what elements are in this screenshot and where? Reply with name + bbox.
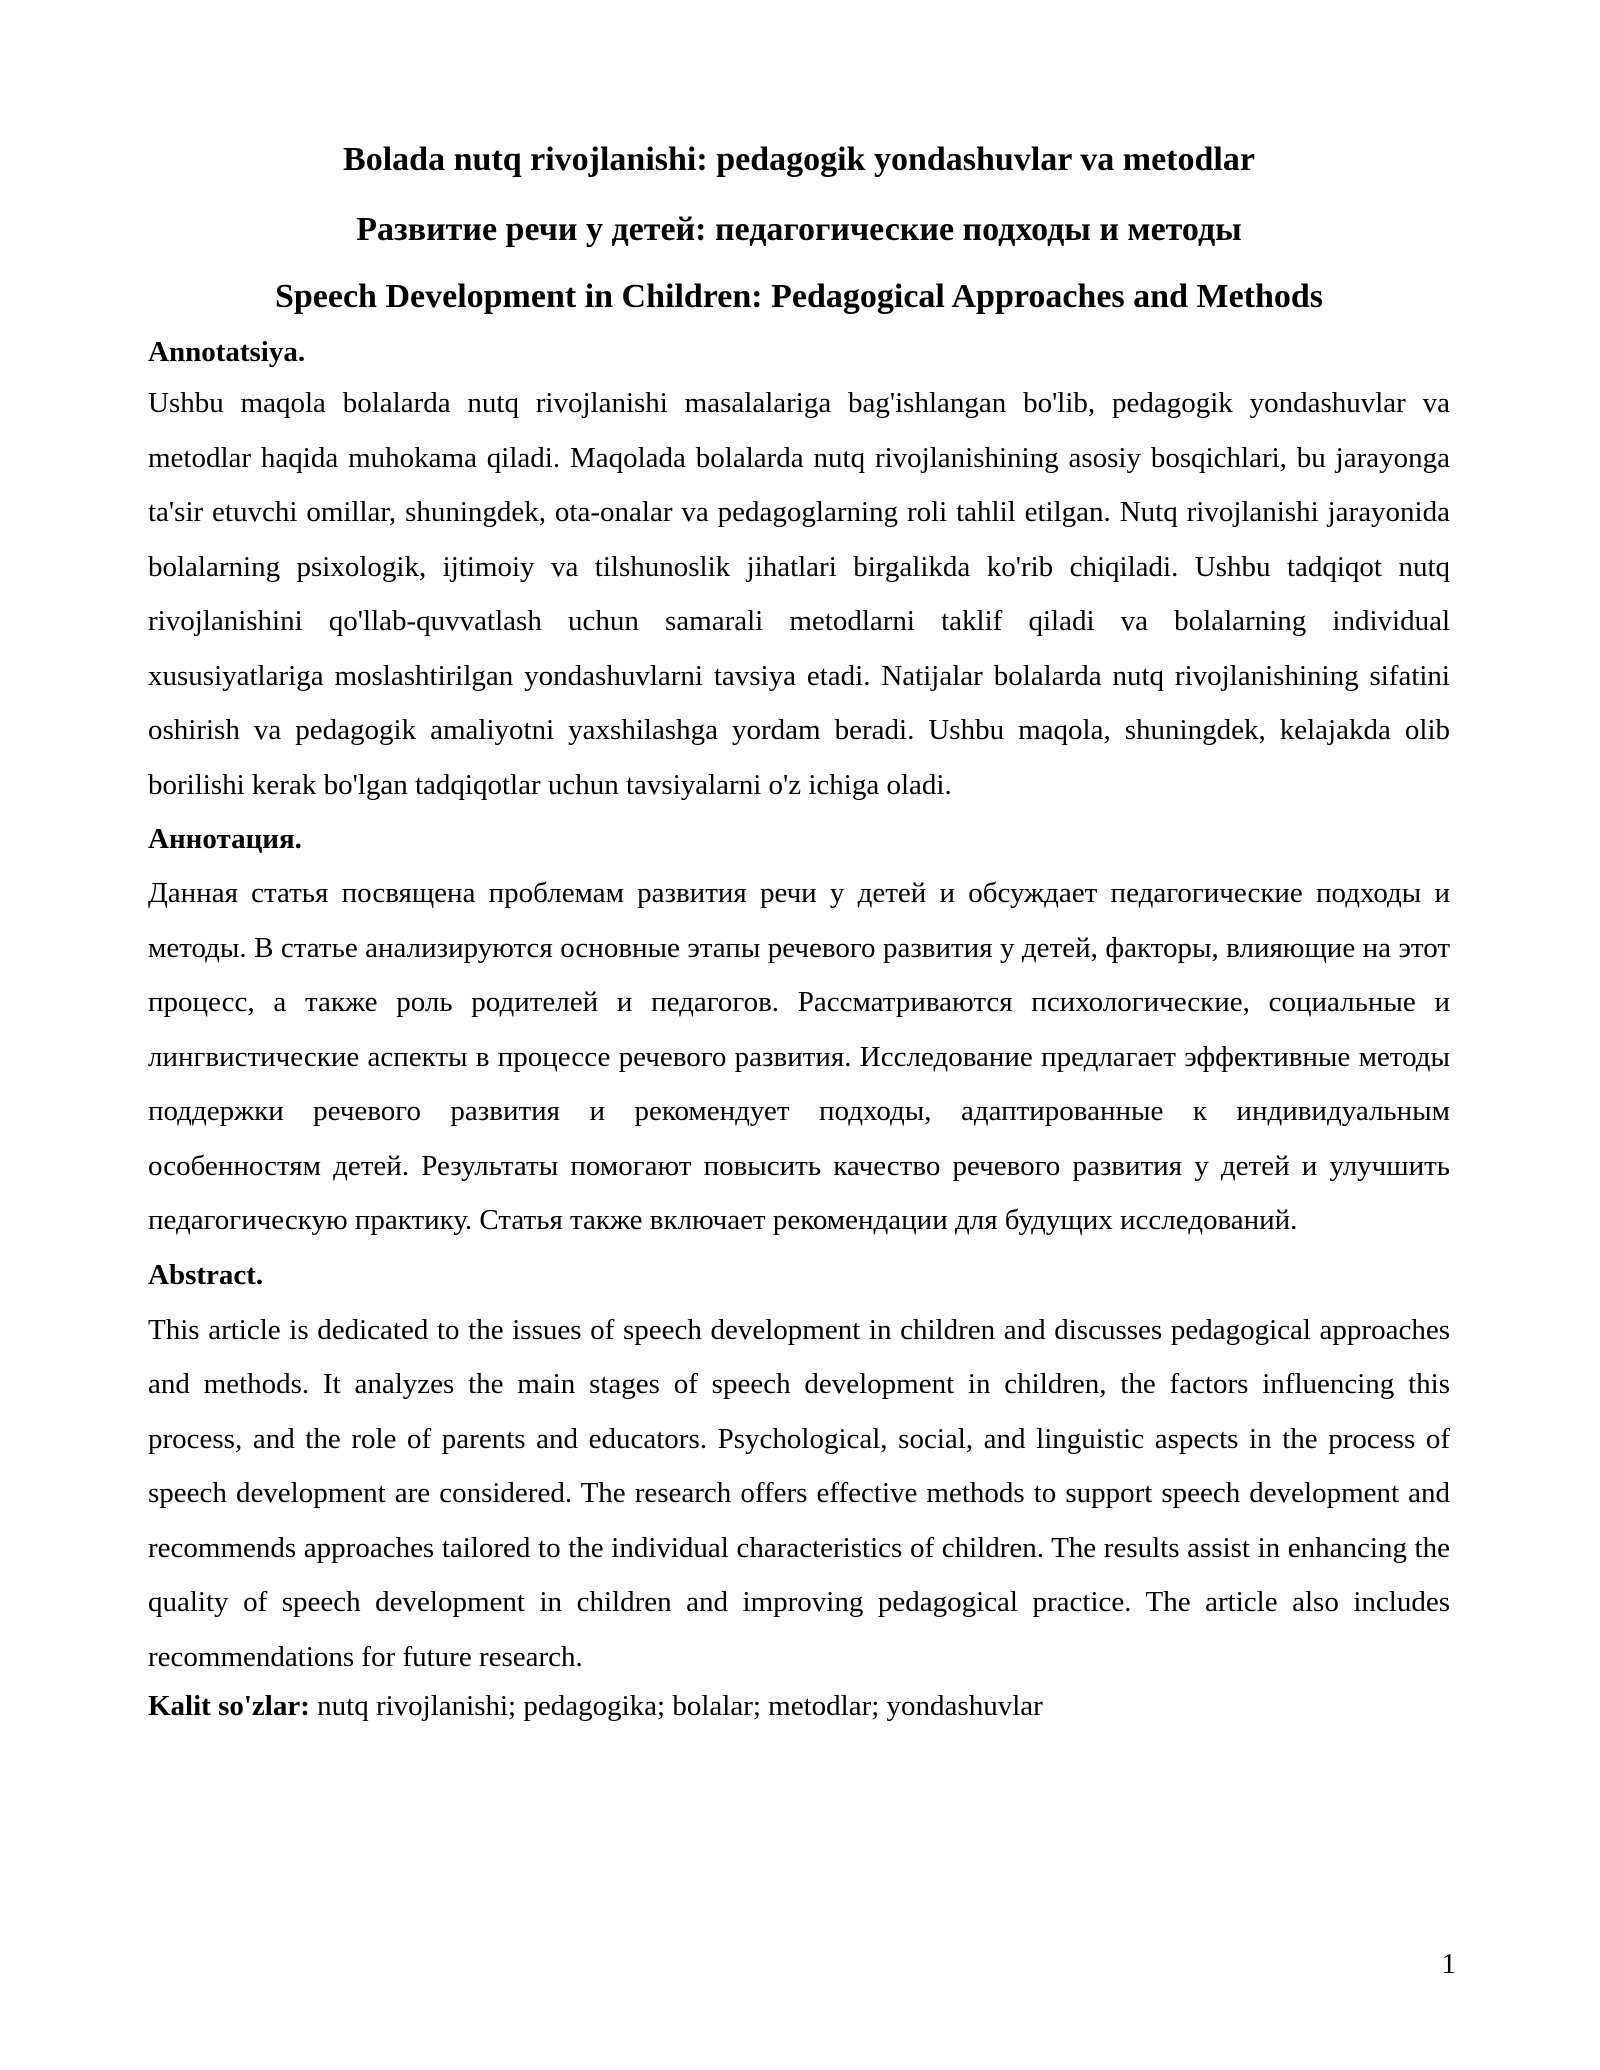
keywords-text: nutq rivojlanishi; pedagogika; bolalar; metodlar; yondashuvlar: [309, 1690, 1043, 1722]
keywords-label: Kalit so'zlar:: [148, 1690, 310, 1722]
abstract-heading-english: Abstract.: [148, 1258, 264, 1291]
title-uzbek: Bolada nutq rivojlanishi: pedagogik yondashuvlar va metodlar: [343, 141, 1255, 178]
title-english: Speech Development in Children: Pedagogical Approaches and Methods: [274, 278, 1324, 315]
title-russian: Развитие речи у детей: педагогические подходы и методы: [356, 211, 1242, 248]
abstract-heading-uzbek: Annotatsiya.: [148, 336, 306, 368]
abstract-heading-russian: Аннотация.: [148, 823, 302, 855]
abstract-text-russian: Данная статья посвящена проблемам развития речи у детей и обсуждает педагогические подходы и методы. В статье анализируются основные этапы речевого развития у детей, факторы, влияющие на этот процесс, а также роль родителей и педагогов. Рассматриваются психологические, социальные и лингвистические аспекты в процессе речевого развития. Исследование предлагает эффективные методы поддержки речевого развития и рекомендует подходы, адаптированные к индивидуальным особенностям детей. Результаты помогают повысить качество речевого развития у детей и улучшить педагогическую практику. Статья также включает рекомендации для будущих исследований.: [148, 877, 1450, 1236]
page-number: 1: [1441, 1948, 1456, 1980]
abstract-text-uzbek: Ushbu maqola bolalarda nutq rivojlanishi masalalariga bag'ishlangan bo'lib, pedagogik yondashuvlar va metodlar haqida muhokama qiladi. Maqolada bolalarda nutq rivojlanishining asosiy bosqichlari, bu jarayonga ta'sir etuvchi omillar, shuningdek, ota-onalar va pedagoglarning roli tahlil etilgan. Nutq rivojlanishi jarayonida bolalarning psixologik, ijtimoiy va tilshunoslik jihatlari birgalikda ko'rib chiqiladi. Ushbu tadqiqot nutq rivojlanishini qo'llab-quvvatlash uchun samarali metodlarni taklif qiladi va bolalarning individual xususiyatlariga moslashtirilgan yondashuvlarni tavsiya etadi. Natijalar bolalarda nutq rivojlanishining sifatini oshirish va pedagogik amaliyotni yaxshilashga yordam beradi. Ushbu maqola, shuningdek, kelajakda olib borilishi kerak bo'lgan tadqiqotlar uchun tavsiyalarni o'z ichiga oladi.: [148, 387, 1450, 801]
abstract-uzbek: [148, 334, 1450, 812]
abstract-english: [148, 1257, 1450, 1685]
abstract-text-english: This article is dedicated to the issues of speech development in children and discusses pedagogical approaches and methods. It analyzes the main stages of speech development in children, the factors influencing this process, and the role of parents and educators. Psychological, social, and linguistic aspects in the process of speech development are considered. The research offers effective methods to support speech development and recommends approaches tailored to the individual characteristics of children. The results assist in enhancing the quality of speech development in children and improving pedagogical practice. The article also includes recommendations for future research.: [148, 1313, 1450, 1673]
abstract-russian: [148, 821, 1450, 1248]
document-page: [148, 140, 1450, 1726]
keywords-line: [148, 1686, 1450, 1726]
